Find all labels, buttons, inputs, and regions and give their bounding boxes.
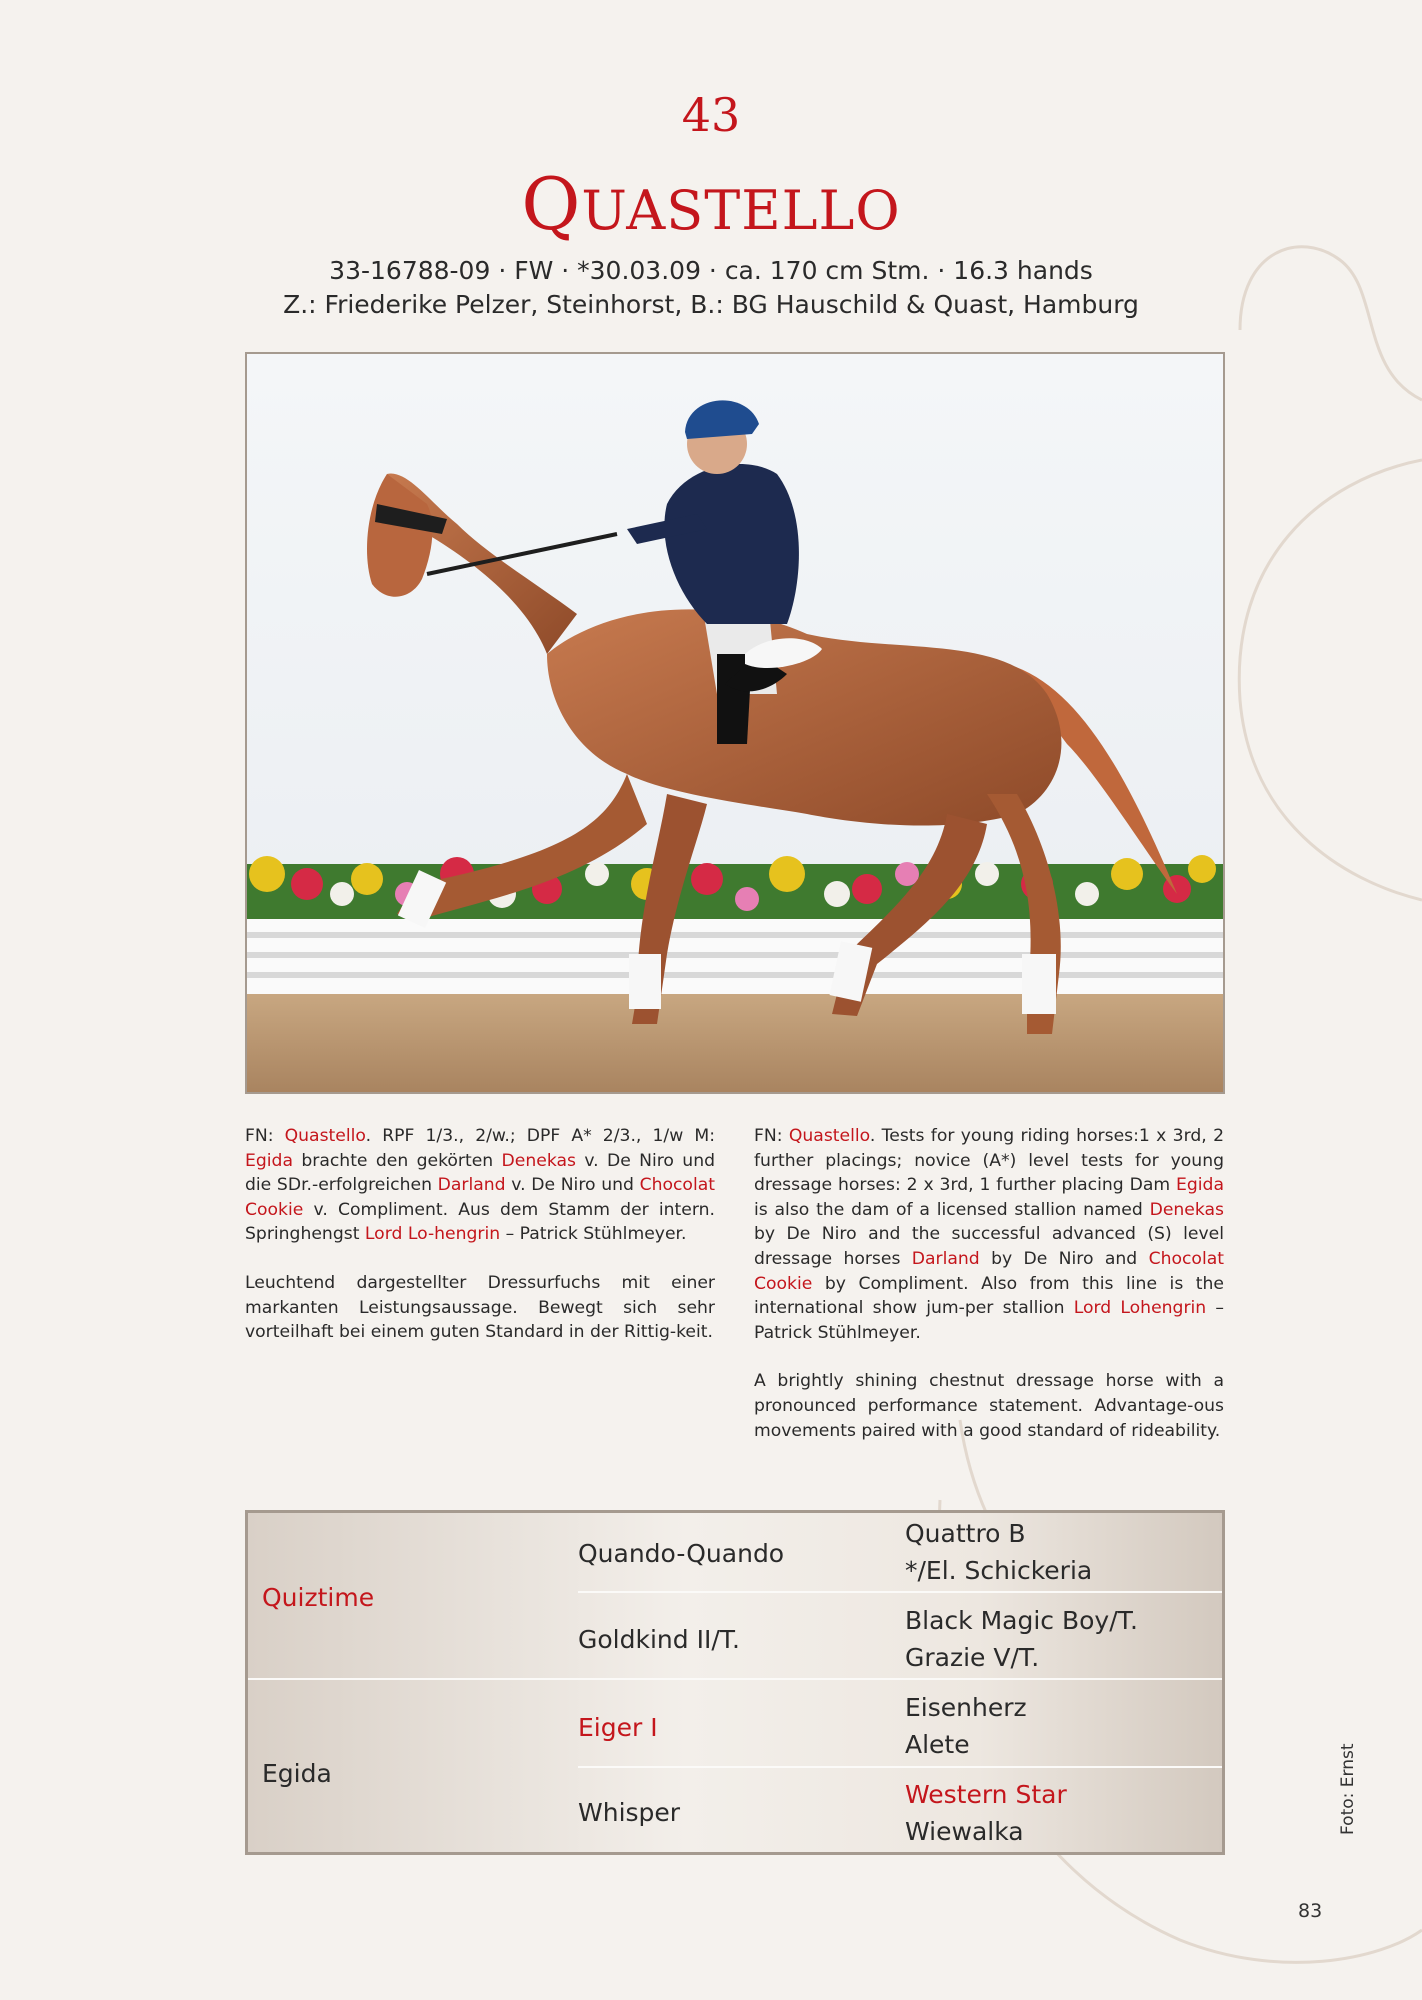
highlighted-name: Darland (437, 1175, 506, 1196)
pedigree-sds: Black Magic Boy/T. (905, 1606, 1138, 1635)
horse-photo-illustration (247, 354, 1223, 1092)
text-run: FN: (245, 1126, 285, 1146)
pedigree-divider (578, 1766, 1222, 1768)
horse-photo (245, 352, 1225, 1094)
page-number: 83 (1298, 1900, 1323, 1922)
highlighted-name: Egida (245, 1150, 293, 1171)
text-run: . RPF 1/3., 2/w.; DPF A* 2/3., 1/w M: (365, 1126, 715, 1146)
breeder-owner-line: Z.: Friederike Pelzer, Steinhorst, B.: BG Hauschild & Quast, Hamburg (283, 290, 1139, 319)
pedigree-sdd: Grazie V/T. (905, 1643, 1040, 1672)
german-paragraph-2: Leuchtend dargestellter Dressurfuchs mit einer markanten Leistungsaussage. Bewegt sich sehr vorteilhaft bei einem guten Standard in der Rittig-keit. (245, 1272, 715, 1343)
pedigree-dss: Eisenherz (905, 1693, 1027, 1722)
german-text-column (245, 1124, 715, 1369)
pedigree-sire: Quiztime (262, 1583, 375, 1612)
registration-line: 33-16788-09 · FW · *30.03.09 · ca. 170 cm Stm. · 16.3 hands (329, 256, 1093, 285)
photo-credit: Foto: Ernst (1338, 1743, 1358, 1835)
pedigree-divider (248, 1678, 1222, 1680)
pedigree-sire-sire: Quando-Quando (578, 1539, 785, 1568)
flower-bed (247, 855, 1223, 924)
pedigree-ssd: */El. Schickeria (905, 1556, 1093, 1585)
german-paragraph-1 (245, 1124, 715, 1247)
highlighted-name: Chocolat Cookie (754, 1248, 1224, 1294)
horse-name (0, 162, 1422, 246)
highlighted-name: Lord Lohengrin (1073, 1298, 1207, 1319)
text-run: – Patrick Stühlmeyer. (754, 1298, 1224, 1343)
text-run: is also the dam of a licensed stallion named (754, 1199, 1150, 1220)
pedigree-dsd: Alete (905, 1730, 970, 1759)
horse-name-rest: UASTELLO (581, 179, 901, 242)
pedigree-dds: Western Star (905, 1780, 1067, 1809)
pedigree-divider (578, 1591, 1222, 1593)
text-run: by Compliment. Also from this line is the international show jum-per stallion (754, 1273, 1224, 1319)
highlighted-name: Denekas (501, 1150, 576, 1171)
text-run: FN: (754, 1126, 789, 1146)
text-run: brachte den gekörten (293, 1150, 502, 1171)
english-paragraph-2: A brightly shining chestnut dressage horse with a pronounced performance statement. Advantage-ous movements paired with a good standard of rideability. (754, 1371, 1224, 1441)
highlighted-name: Quastello (284, 1126, 366, 1146)
lot-number: 43 (681, 88, 741, 142)
text-run: by De Niro and (979, 1248, 1149, 1269)
pedigree-dam-sire: Eiger I (578, 1713, 658, 1742)
pedigree-ddd: Wiewalka (905, 1817, 1024, 1846)
arena-fence (247, 919, 1223, 999)
text-run: by De Niro and the successful advanced (S) level dressage horses (754, 1224, 1224, 1269)
pedigree-dam-dam: Whisper (578, 1798, 681, 1827)
english-text-column (754, 1124, 1224, 1467)
highlighted-name: Quastello (788, 1126, 870, 1146)
text-run: v. De Niro und (505, 1175, 640, 1196)
pedigree-sss: Quattro B (905, 1519, 1026, 1548)
text-run: v. Compliment. Aus dem Stamm der intern. Springhengst (245, 1199, 715, 1245)
arena-sand (247, 994, 1223, 1092)
pedigree-sire-dam: Goldkind II/T. (578, 1625, 740, 1654)
highlighted-name: Denekas (1149, 1199, 1224, 1220)
horse-name-initial: Q (521, 162, 582, 246)
text-run: – Patrick Stühlmeyer. (500, 1224, 687, 1245)
highlighted-name: Chocolat Cookie (245, 1175, 715, 1220)
english-paragraph-1 (754, 1124, 1224, 1345)
highlighted-name: Egida (1176, 1175, 1224, 1196)
pedigree-dam: Egida (262, 1759, 332, 1788)
highlighted-name: Darland (911, 1248, 980, 1269)
highlighted-name: Lord Lo-hengrin (364, 1224, 501, 1245)
pedigree-table (245, 1510, 1225, 1855)
text-run: . Tests for young riding horses:1 x 3rd, 2 further placings; novice (A*) level tests for young dressage horses: 2 x 3rd, 1 further placing Dam (754, 1126, 1224, 1196)
text-run: v. De Niro und die SDr.-erfolgreichen (245, 1150, 715, 1196)
